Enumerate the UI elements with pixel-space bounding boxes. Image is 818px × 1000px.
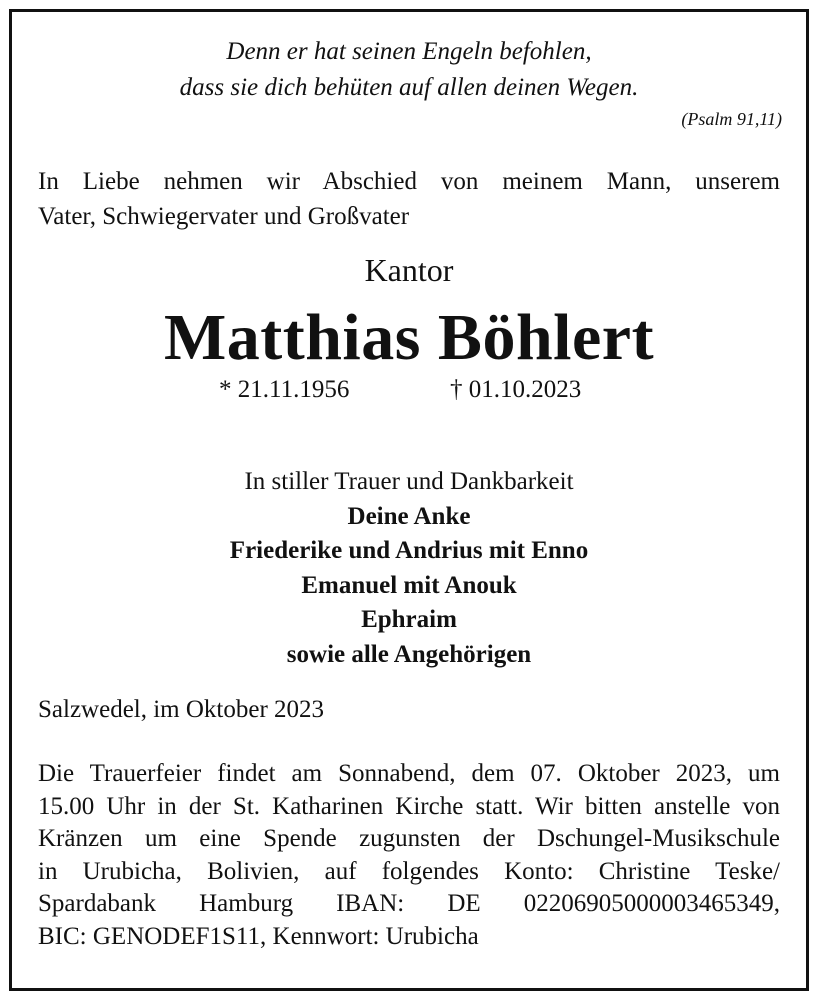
info-line: BIC: GENODEF1S11, Kennwort: Urubicha [38,922,479,950]
verse-source: (Psalm 91,11) [681,109,782,129]
obituary-notice [9,9,809,991]
psalm-verse [12,34,806,106]
verse-line-1: Denn er hat seinen Engeln befohlen, [226,38,592,65]
birth-date: * 21.11.1956 [219,376,350,403]
verse-line-2: dass sie dich behüten auf allen deinen Wegen. [179,74,639,101]
farewell-intro [38,164,780,234]
info-line: in Urubicha, Bolivien, auf folgendes Konto: Christine Teske/ [38,857,780,885]
death-date: † 01.10.2023 [450,376,582,403]
info-line: Kränzen um eine Spende zugunsten der Dschungel-Musikschule [38,825,780,852]
mourner-name: Emanuel mit Anouk [301,571,517,599]
mourner-name: Friederike und Andrius mit Enno [229,537,589,564]
info-line: Die Trauerfeier findet am Sonnabend, dem 07. Oktober 2023, um [38,760,780,787]
mourner-name: sowie alle Angehörigen [286,640,532,668]
mourner-name: Ephraim [361,606,457,633]
info-line: 15.00 Uhr in der St. Katharinen Kirche statt. Wir bitten anstelle von [38,792,780,820]
intro-line-1: In Liebe nehmen wir Abschied von meinem Mann, unserem [38,168,780,195]
funeral-info [38,758,780,953]
intro-line-2: Vater, Schwiegervater und Großvater [38,203,410,230]
place-date: Salzwedel, im Oktober 2023 [38,696,325,723]
deceased-name: Matthias Böhlert [163,301,655,374]
mourner-name: Deine Anke [347,502,471,530]
mourners-block [12,465,806,672]
deceased-title: Kantor [364,252,454,288]
info-line: Spardabank Hamburg IBAN: DE 02206905000003465349, [38,890,780,917]
mourners-intro: In stiller Trauer und Dankbarkeit [244,468,574,495]
